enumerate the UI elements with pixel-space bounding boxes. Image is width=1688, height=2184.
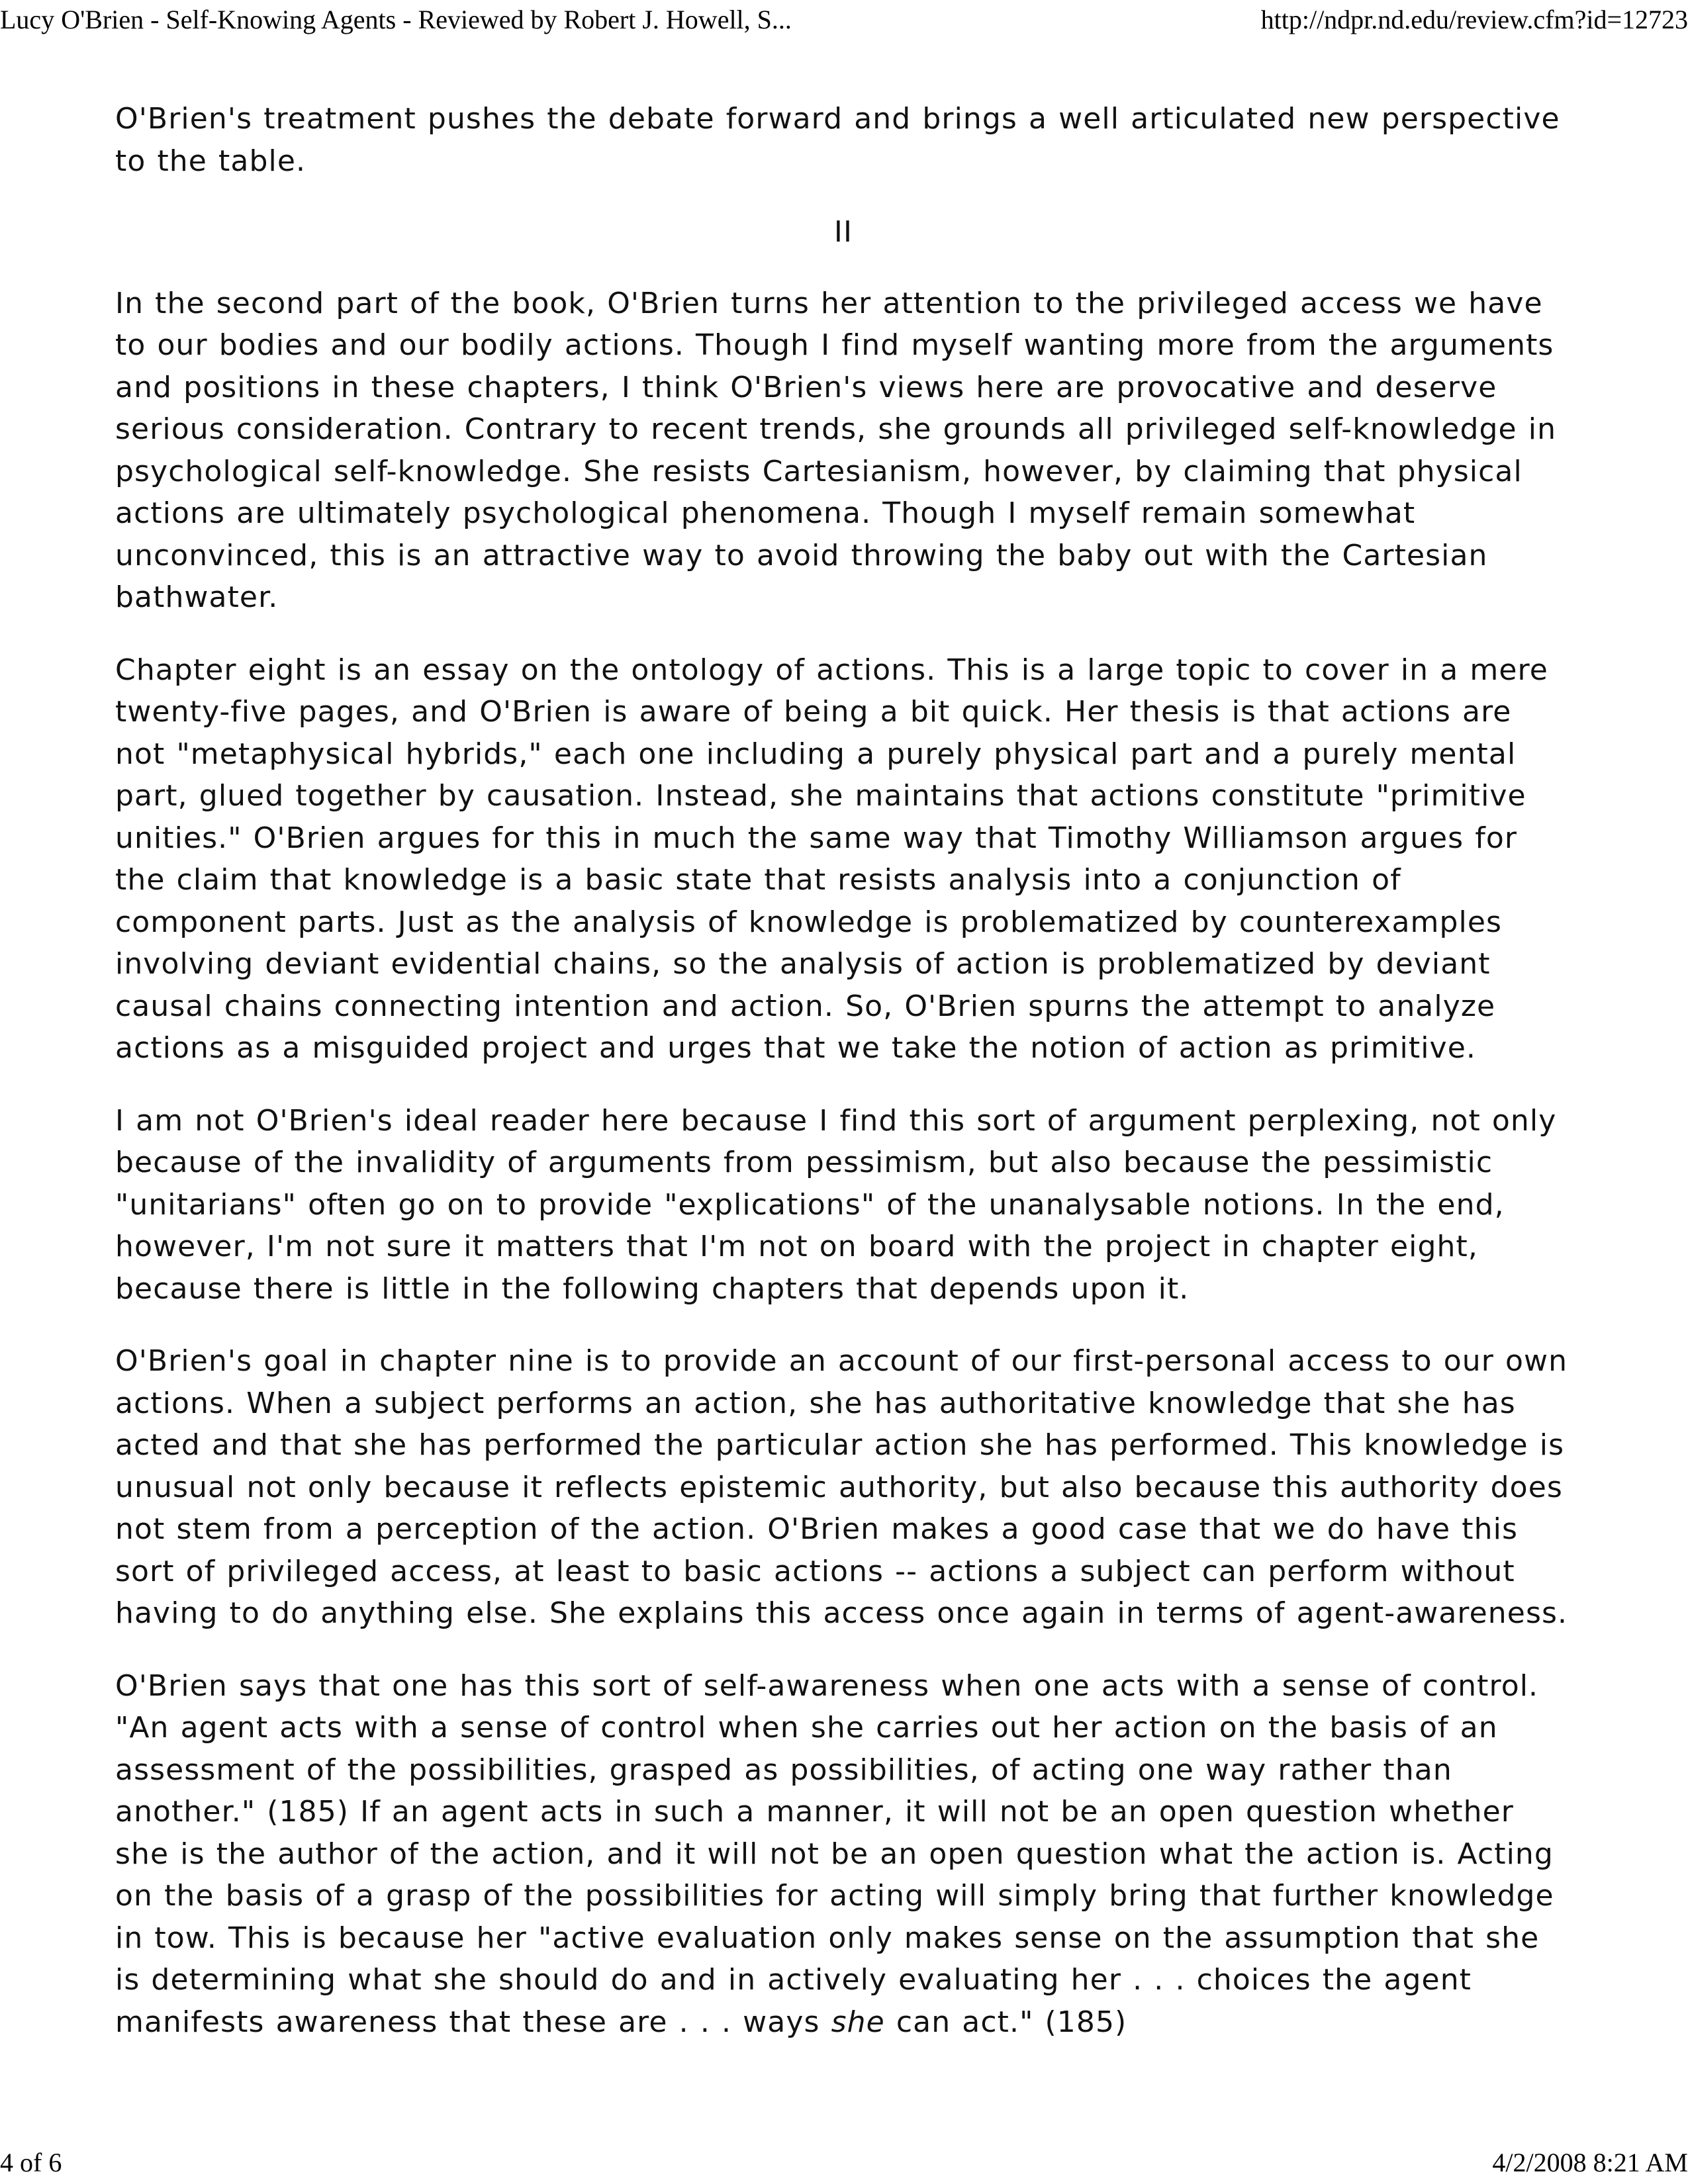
intro-paragraph: O'Brien's treatment pushes the debate forward and brings a well articulated new perspective to the table. — [115, 102, 1560, 178]
emphasized-word: she — [831, 2005, 885, 2039]
paragraph — [115, 1665, 1571, 2044]
paragraph: O'Brien's goal in chapter nine is to provide an account of our first-personal access to our own actions. When a subject performs an action, she has authoritative knowledge that she has acted and that she has performed the particular action she has performed. This knowledge is unusual not only because it reflects epistemic authority, but also because this authority does not stem from a perception of the action. O'Brien makes a good case that we do have this sort of privileged access, at least to basic actions -- actions a subject can perform without having to do anything else. She explains this access once again in terms of agent-awareness. — [115, 1344, 1568, 1630]
print-footer — [0, 2143, 1688, 2183]
section-number: II — [833, 215, 853, 249]
print-datetime: 4/2/2008 8:21 AM — [1492, 2148, 1688, 2177]
print-header — [0, 0, 1688, 40]
article-body — [115, 98, 1571, 2073]
paragraph: In the second part of the book, O'Brien turns her attention to the privileged access we have to our bodies and our bodily actions. Though I find myself wanting more from the arguments and positions in these chapters, I think O'Brien's views here are provocative and deserve serious consideration. Contrary to recent trends, she grounds all privileged self-knowledge in psychological self-knowledge. She resists Cartesianism, however, by claiming that physical actions are ultimately psychological phenomena. Though I myself remain somewhat unconvinced, this is an attractive way to avoid throwing the baby out with the Cartesian bathwater. — [115, 286, 1557, 614]
paragraph: I am not O'Brien's ideal reader here because I find this sort of argument perplexing, not only because of the invalidity of arguments from pessimism, but also because the pessimistic "unitarians" often go on to provide "explications" of the unanalysable notions. In the end, however, I'm not sure it matters that I'm not on board with the project in chapter eight, because there is little in the following chapters that depends upon it. — [115, 1103, 1557, 1306]
page-number: 4 of 6 — [0, 2148, 62, 2177]
page-title: Lucy O'Brien - Self-Knowing Agents - Reviewed by Robert J. Howell, S... — [0, 5, 792, 34]
paragraph-text: can act." (185) — [884, 2005, 1127, 2039]
paragraph-text: O'Brien says that one has this sort of self-awareness when one acts with a sense of control. "An agent acts with a sense of control when she carries out her action on the basis of an assessment of the possibilities, grasped as possibilities, of acting one way rather than another." (185) If an agent acts in such a manner, it will not be an open question whether she is the author of the action, and it will not be an open question what the action is. Acting on the basis of a grasp of the possibilities for acting will simply bring that further knowledge in tow. This is because her "active evaluation only makes sense on the assumption that she is determining what she should do and in actively evaluating her . . . choices the agent manifests awareness that these are . . . ways — [115, 1668, 1554, 2039]
page-url: http://ndpr.nd.edu/review.cfm?id=12723 — [1260, 5, 1688, 34]
paragraph: Chapter eight is an essay on the ontology of actions. This is a large topic to cover in a mere twenty-five pages, and O'Brien is aware of being a bit quick. Her thesis is that actions are not "metaphysical hybrids," each one including a purely physical part and a purely mental part, glued together by causation. Instead, she maintains that actions constitute "primitive unities." O'Brien argues for this in much the same way that Timothy Williamson argues for the claim that knowledge is a basic state that resists analysis into a conjunction of component parts. Just as the analysis of knowledge is problematized by counterexamples involving deviant evidential chains, so the analysis of action is problematized by deviant causal chains connecting intention and action. So, O'Brien spurns the attempt to analyze actions as a misguided project and urges that we take the notion of action as primitive. — [115, 653, 1548, 1065]
